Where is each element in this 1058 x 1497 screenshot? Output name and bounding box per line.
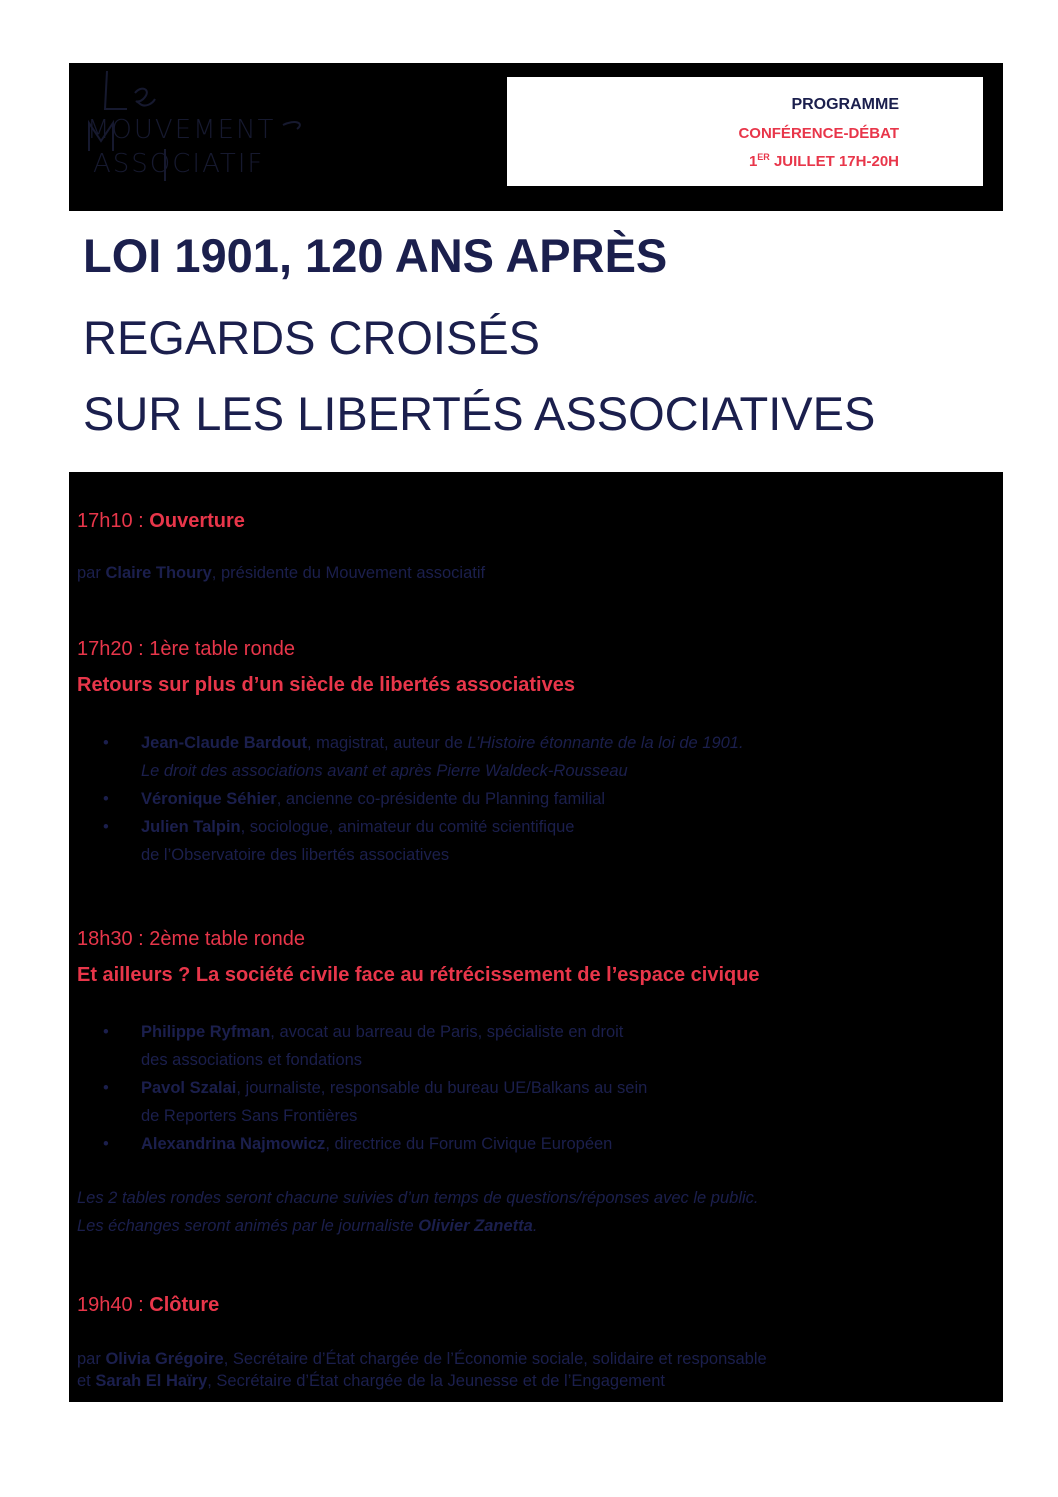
opening-time: 17h10 : Ouverture bbox=[77, 510, 245, 532]
program-label: PROGRAMME bbox=[791, 96, 899, 113]
closing-speakers: par Olivia Grégoire, Secrétaire d’État chargée de l’Économie sociale, solidaire et responsable et Sarah El Haïry, Secrétaire d’État chargée de la Jeunesse et de l’Engagement bbox=[77, 1350, 767, 1390]
moderation-note: Les 2 tables rondes seront chacune suivies d’un temps de questions/réponses avec le public. Les échanges seront animés par le journaliste Olivier Zanetta. bbox=[77, 1189, 759, 1235]
subtitle-line-1: REGARDS CROISÉS bbox=[83, 311, 541, 364]
list-item: • Véronique Séhier, ancienne co-présidente du Planning familial bbox=[103, 790, 606, 808]
list-item: • Julien Talpin, sociologue, animateur du comité scientifique de l’Observatoire des libertés associatives bbox=[103, 818, 575, 864]
logo-line-2: MOUVEMENT bbox=[87, 115, 276, 145]
program-info-box bbox=[507, 77, 983, 186]
round1-speakers bbox=[99, 729, 744, 869]
round1-time: 17h20 : 1ère table ronde bbox=[77, 638, 295, 660]
list-item: • Pavol Szalai, journaliste, responsable du bureau UE/Balkans au sein de Reporters Sans Frontières bbox=[103, 1079, 648, 1125]
list-item: • Jean-Claude Bardout, magistrat, auteur de L’Histoire étonnante de la loi de 1901. Le droit des associations avant et après Pierre Waldeck-Rousseau bbox=[103, 734, 744, 780]
list-item: • Alexandrina Najmowicz, directrice du Forum Civique Européen bbox=[103, 1135, 613, 1153]
round1-theme: Retours sur plus d’un siècle de libertés associatives bbox=[77, 674, 575, 696]
main-title: LOI 1901, 120 ANS APRÈS bbox=[83, 229, 668, 282]
round2-theme: Et ailleurs ? La société civile face au rétrécissement de l’espace civique bbox=[77, 964, 760, 986]
list-item: • Philippe Ryfman, avocat au barreau de Paris, spécialiste en droit des associations et fondations bbox=[103, 1023, 624, 1069]
header-band bbox=[69, 63, 1003, 211]
event-date: 1ER JUILLET 17H-20H bbox=[748, 152, 899, 170]
logo-line-3: ASSOCIATIF bbox=[93, 149, 265, 179]
closing-time: 19h40 : Clôture bbox=[77, 1294, 220, 1316]
program-schedule bbox=[69, 472, 1003, 1402]
round2-time: 18h30 : 2ème table ronde bbox=[77, 928, 305, 950]
round2-speakers bbox=[99, 1018, 647, 1158]
event-type: CONFÉRENCE-DÉBAT bbox=[738, 125, 899, 142]
logo-mouvement-associatif bbox=[83, 63, 313, 181]
subtitle-line-2: SUR LES LIBERTÉS ASSOCIATIVES bbox=[83, 387, 876, 440]
opening-speaker: par Claire Thoury, présidente du Mouvement associatif bbox=[77, 564, 486, 582]
